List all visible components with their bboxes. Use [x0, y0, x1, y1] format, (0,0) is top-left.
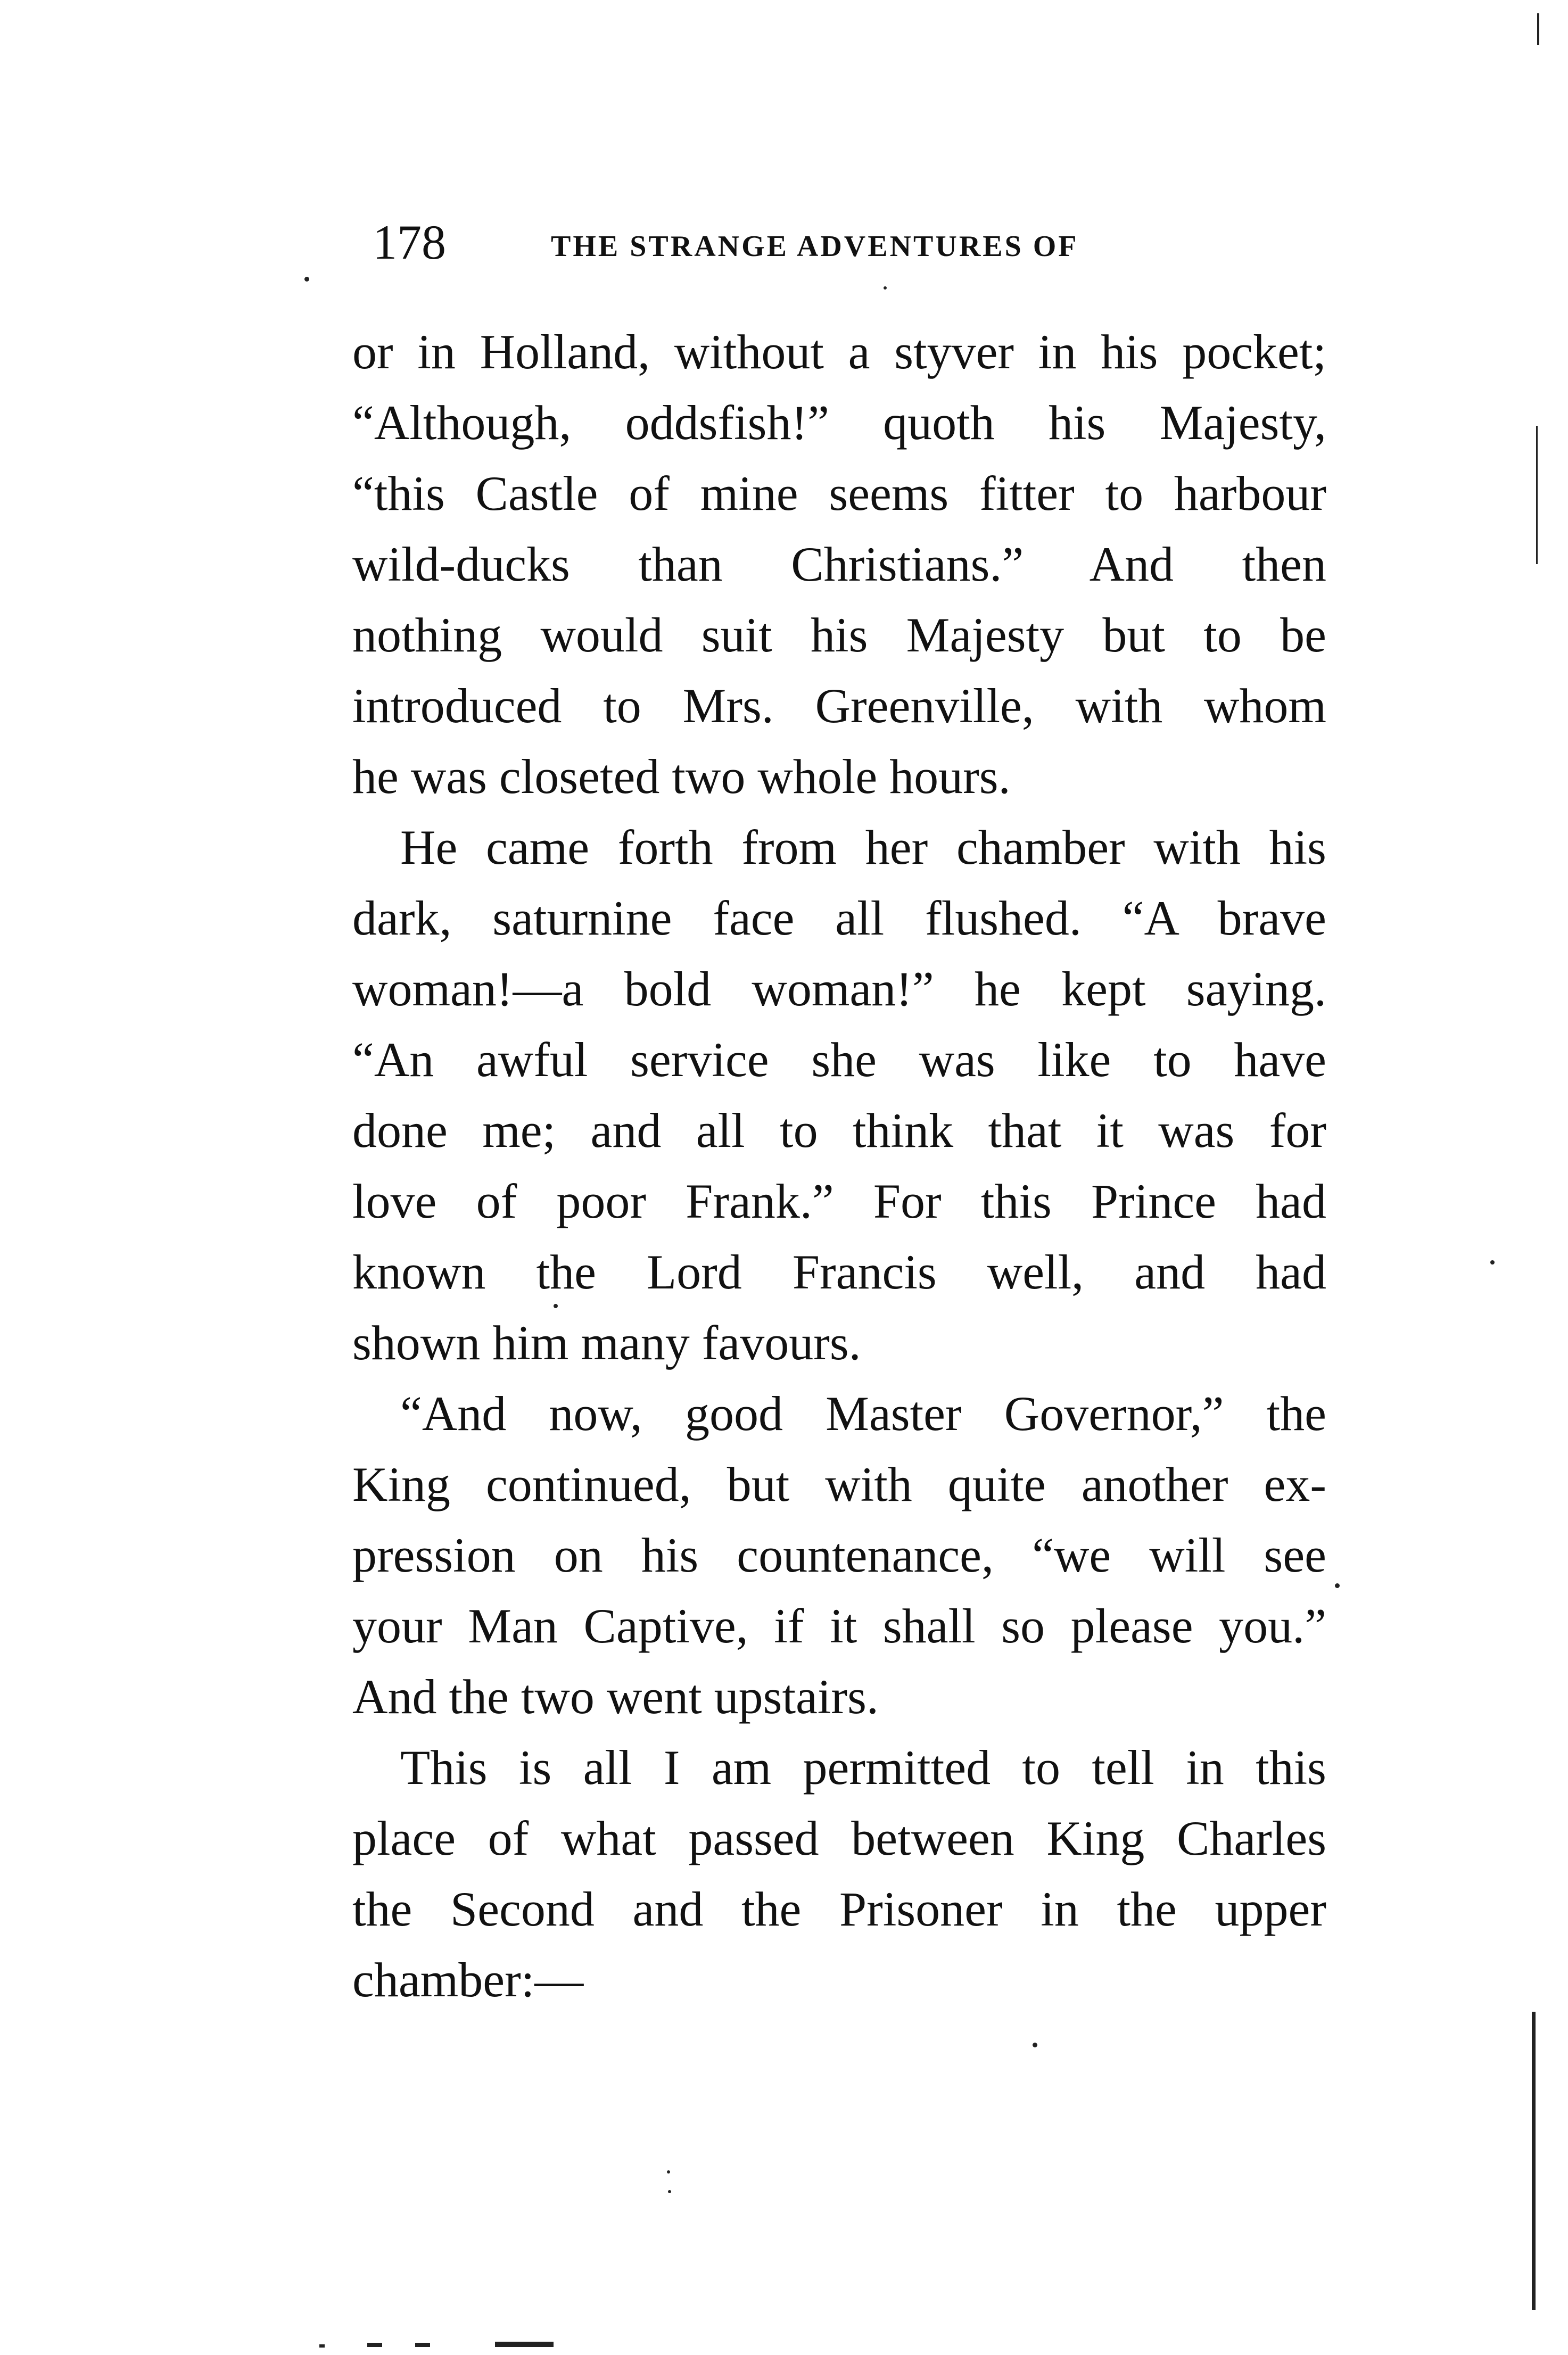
scan-edge-mark [1536, 426, 1538, 564]
scan-speck [304, 277, 309, 282]
text-line: pression on his countenance, “we will see [352, 1528, 1326, 1582]
scan-speck [667, 2170, 670, 2174]
scan-speck [1335, 1583, 1340, 1588]
page-number: 178 [373, 215, 446, 269]
text-line: And the two went upstairs. [352, 1670, 879, 1724]
text-line: the Second and the Prisoner in the upper [352, 1882, 1326, 1936]
text-line: place of what passed between King Charles [352, 1811, 1326, 1865]
body-text [352, 317, 1326, 2015]
scan-speck [554, 1304, 558, 1308]
scan-edge-mark [1532, 2012, 1536, 2310]
text-line: This is all I am permitted to tell in this [400, 1740, 1326, 1795]
text-line: introduced to Mrs. Greenville, with whom [352, 679, 1326, 733]
text-line: chamber:— [352, 1953, 584, 2007]
text-line: He came forth from her chamber with his [400, 820, 1326, 874]
text-line: love of poor Frank.” For this Prince had [352, 1174, 1326, 1228]
text-line: done me; and all to think that it was for [352, 1103, 1326, 1158]
text-line: “this Castle of mine seems fitter to harbour [352, 466, 1326, 520]
paragraph [352, 1732, 1326, 2015]
paragraph [352, 1378, 1326, 1732]
text-line: he was closeted two whole hours. [352, 749, 1011, 804]
paragraph [352, 812, 1326, 1378]
text-line: nothing would suit his Majesty but to be [352, 608, 1326, 662]
text-line: “Although, oddsfish!” quoth his Majesty, [352, 395, 1326, 450]
running-header [373, 210, 1357, 274]
scan-edge-mark [319, 2344, 325, 2348]
scan-edge-mark [367, 2343, 382, 2347]
scan-speck [884, 286, 887, 290]
text-line: dark, saturnine face all flushed. “A brave [352, 891, 1326, 945]
text-line: your Man Captive, if it shall so please you.” [352, 1599, 1326, 1653]
text-line: wild-ducks than Christians.” And then [352, 537, 1326, 591]
paragraph [352, 317, 1326, 812]
scan-speck [668, 2190, 671, 2193]
scan-edge-mark [415, 2343, 430, 2347]
scan-speck [1490, 1260, 1495, 1265]
text-line: known the Lord Francis well, and had [352, 1245, 1326, 1299]
text-line: shown him many favours. [352, 1316, 861, 1370]
text-line: woman!—a bold woman!” he kept saying. [352, 962, 1326, 1016]
text-line: “An awful service she was like to have [352, 1032, 1326, 1087]
scan-speck [1033, 2043, 1037, 2047]
running-title: THE STRANGE ADVENTURES OF [551, 230, 1079, 263]
text-line: or in Holland, without a styver in his pocket; [352, 325, 1326, 379]
text-line: “And now, good Master Governor,” the [400, 1386, 1326, 1441]
scan-edge-mark [495, 2342, 554, 2347]
scan-edge-mark [1537, 13, 1539, 45]
text-line: King continued, but with quite another ex- [352, 1457, 1326, 1511]
